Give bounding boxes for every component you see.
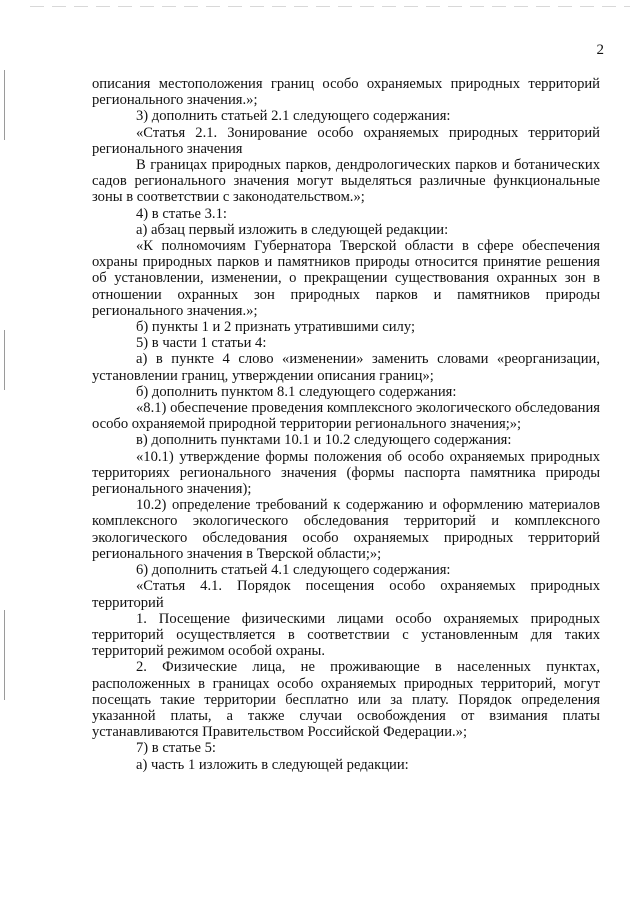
paragraph: «Статья 2.1. Зонирование особо охраняемых природных территорий регионального значения [92, 124, 600, 157]
paragraph: в) дополнить пунктами 10.1 и 10.2 следующего содержания: [136, 432, 512, 449]
paragraph: 3) дополнить статьей 2.1 следующего содержания: [136, 108, 451, 125]
paragraph: «8.1) обеспечение проведения комплексного экологического обследования особо охраняемой природной территории регионального значения;»; [92, 400, 600, 433]
paragraph: «К полномочиям Губернатора Тверской области в сфере обеспечения охраны природных парков и памятников природы относится принятие решения об установлении, изменении, о прекращении существования охранных зон в отношении охранных зон природных парков и памятников природы регионального значения.»; [92, 238, 600, 319]
paragraph: а) часть 1 изложить в следующей редакции: [136, 756, 409, 773]
paragraph: 5) в части 1 статьи 4: [136, 335, 267, 352]
paragraph: 6) дополнить статьей 4.1 следующего содержания: [136, 562, 451, 579]
paragraph: а) абзац первый изложить в следующей редакции: [136, 221, 449, 238]
paragraph: 2. Физические лица, не проживающие в населенных пунктах, расположенных в границах особо охраняемых природных территорий, могут посещать такие территории бесплатно или за плату. Порядок определения указанной платы, а также случаи освобождения от взимания платы устанавливаются Правительством Российской Федерации.»; [92, 659, 600, 741]
scan-edge-artifact [30, 6, 630, 7]
paragraph: 4) в статье 3.1: [136, 205, 227, 222]
paragraph: б) пункты 1 и 2 признать утратившими силу; [136, 319, 415, 336]
paragraph: 10.2) определение требований к содержанию и оформлению материалов комплексного экологического обследования территорий и комплексного экологического обследования особо охраняемых природных территорий регионального значения в Тверской области;»; [92, 497, 600, 562]
scan-margin-mark [4, 610, 5, 700]
page-number: 2 [596, 42, 604, 58]
paragraph: «10.1) утверждение формы положения об особо охраняемых природных территориях регионального значения (формы паспорта памятника природы регионального значения); [92, 448, 600, 498]
paragraph: 1. Посещение физическими лицами особо охраняемых природных территорий осуществляется в соответствии с установленным для таких территорий режимом особой охраны. [92, 610, 600, 660]
paragraph: а) в пункте 4 слово «изменении» заменить словами «реорганизации, установлении границ, утверждении описания границ»; [92, 351, 600, 384]
paragraph: б) дополнить пунктом 8.1 следующего содержания: [136, 383, 457, 400]
paragraph: «Статья 4.1. Порядок посещения особо охраняемых природных территорий [92, 578, 600, 611]
paragraph: В границах природных парков, дендрологических парков и ботанических садов регионального значения могут выделяться различные функциональные зоны в соответствии с законодательством.»; [92, 157, 600, 206]
paragraph: 7) в статье 5: [136, 740, 216, 757]
paragraph: описания местоположения границ особо охраняемых природных территорий регионального значения.»; [92, 76, 600, 109]
scan-margin-mark [4, 330, 5, 390]
scan-margin-mark [4, 70, 5, 140]
document-body [92, 76, 600, 773]
